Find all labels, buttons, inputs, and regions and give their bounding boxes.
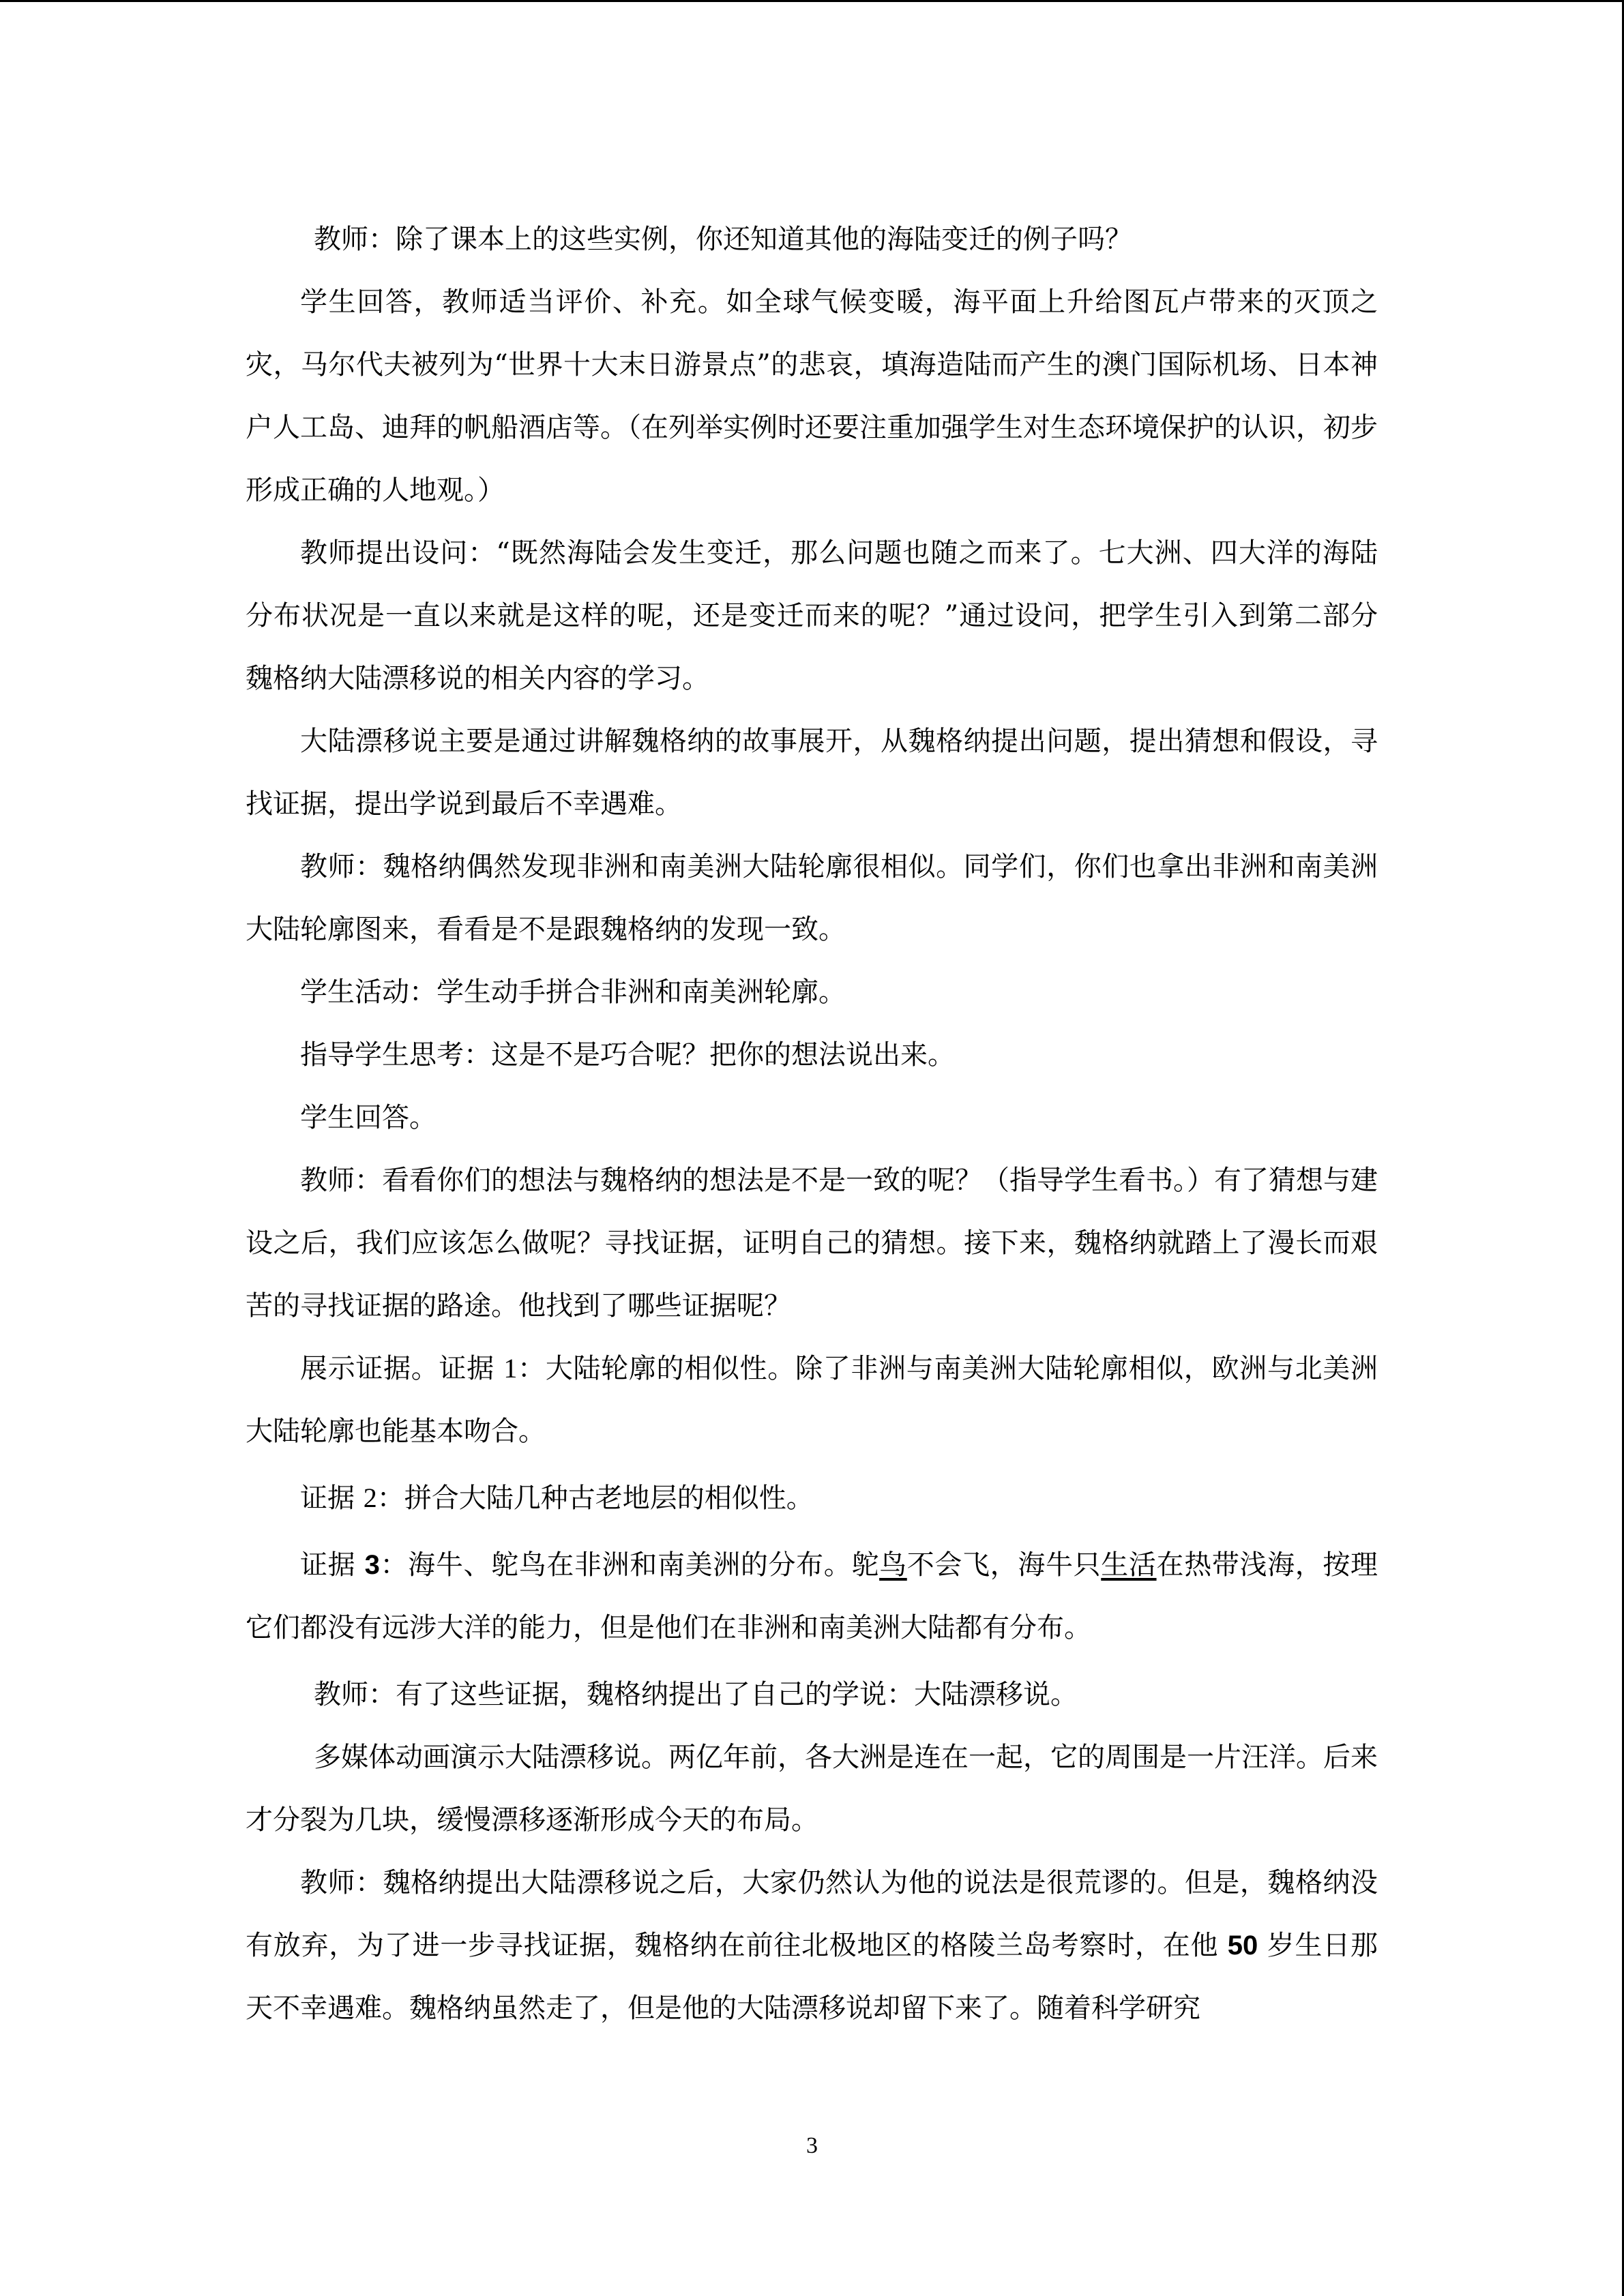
paragraph-teacher-evidence-search: 教师：看看你们的想法与魏格纳的想法是不是一致的呢？（指导学生看书。）有了猜想与建设之后，我们应该怎么做呢？寻找证据，证明自己的猜想。接下来，魏格纳就踏上了漫长而艰苦的寻找证据的路途。他找到了哪些证据呢？ bbox=[246, 1165, 1378, 1322]
evidence-3-lead: 证据 bbox=[300, 1549, 365, 1581]
paragraph-teacher-wegener-fate bbox=[246, 1851, 1378, 2040]
evidence-2-number: 2 bbox=[363, 1482, 377, 1513]
wegener-fate-text: 岁生日那天不幸遇难。魏格纳虽然走了，但是他的大陆漂移说却留下来了。随着科学研究 bbox=[246, 1930, 1378, 2024]
evidence-2-lead: 证据 bbox=[300, 1482, 364, 1514]
paragraph-student-activity: 学生活动：学生动手拼合非洲和南美洲轮廓。 bbox=[300, 976, 846, 1008]
evidence-1-text: ：大陆轮廓的相似性。除了非洲与南美洲大陆轮廓相似，欧洲与北美洲大陆轮廓也能基本吻合。 bbox=[246, 1353, 1378, 1447]
evidence-3-number: 3 bbox=[364, 1550, 380, 1580]
paragraph-evidence-1 bbox=[246, 1337, 1378, 1463]
paragraph-teacher-question: 教师：除了课本上的这些实例，你还知道其他的海陆变迁的例子吗？ bbox=[314, 224, 1132, 255]
evidence-1-number: 1 bbox=[503, 1353, 518, 1384]
wegener-age-number: 50 bbox=[1227, 1930, 1258, 1960]
evidence-3-text-b: 不会飞，海牛只 bbox=[906, 1549, 1102, 1581]
evidence-3-underlined-bird: 鸟 bbox=[879, 1549, 907, 1581]
paragraph-continental-drift-intro: 大陆漂移说主要是通过讲解魏格纳的故事展开，从魏格纳提出问题，提出猜想和假设，寻找证据，提出学说到最后不幸遇难。 bbox=[246, 726, 1378, 820]
paragraph-student-answer-short: 学生回答。 bbox=[300, 1102, 437, 1133]
paragraph-teacher-setup-question: 教师提出设问：“既然海陆会发生变迁，那么问题也随之而来了。七大洲、四大洋的海陆分布状况是一直以来就是这样的呢，还是变迁而来的呢？”通过设问，把学生引入到第二部分魏格纳大陆漂移说的相关内容的学习。 bbox=[246, 537, 1378, 694]
evidence-3-underlined-live: 生活 bbox=[1101, 1549, 1157, 1581]
paragraph-evidence-2 bbox=[246, 1467, 1378, 1530]
paragraph-teacher-theory: 教师：有了这些证据，魏格纳提出了自己的学说：大陆漂移说。 bbox=[314, 1679, 1078, 1710]
paragraph-teacher-wegener-discovery: 教师：魏格纳偶然发现非洲和南美洲大陆轮廓很相似。同学们，你们也拿出非洲和南美洲大陆轮廓图来，看看是不是跟魏格纳的发现一致。 bbox=[246, 851, 1378, 945]
evidence-1-lead: 展示证据。证据 bbox=[300, 1353, 504, 1384]
page-number: 3 bbox=[806, 2133, 818, 2158]
wegener-fate-lead: 教师：魏格纳提出大陆漂移说之后，大家仍然认为他的说法是很荒谬的。但是，魏格纳没有放弃，为了进一步寻找证据，魏格纳在前往北极地区的格陵兰岛考察时，在他 bbox=[246, 1867, 1378, 1961]
evidence-3-text-a: ：海牛、鸵鸟在非洲和南美洲的分布。鸵 bbox=[379, 1549, 880, 1581]
evidence-3-text-c: 在热带浅海，按理它们都没有远涉大洋的能力，但是他们在非洲和南美洲大陆都有分布。 bbox=[246, 1549, 1378, 1643]
paragraph-guide-thinking: 指导学生思考：这是不是巧合呢？把你的想法说出来。 bbox=[300, 1039, 955, 1071]
paragraph-multimedia-demo: 多媒体动画演示大陆漂移说。两亿年前，各大洲是连在一起，它的周围是一片汪洋。后来才分裂为几块，缓慢漂移逐渐形成今天的布局。 bbox=[246, 1742, 1378, 1836]
paragraph-student-answer: 学生回答，教师适当评价、补充。如全球气候变暖，海平面上升给图瓦卢带来的灭顶之灾，马尔代夫被列为“世界十大末日游景点”的悲哀，填海造陆而产生的澳门国际机场、日本神户人工岛、迪拜的帆船酒店等。（在列举实例时还要注重加强学生对生态环境保护的认识，初步形成正确的人地观。） bbox=[246, 286, 1378, 506]
document-body bbox=[246, 208, 1378, 2040]
paragraph-evidence-3 bbox=[246, 1534, 1378, 1659]
evidence-2-text: ：拼合大陆几种古老地层的相似性。 bbox=[377, 1482, 814, 1514]
